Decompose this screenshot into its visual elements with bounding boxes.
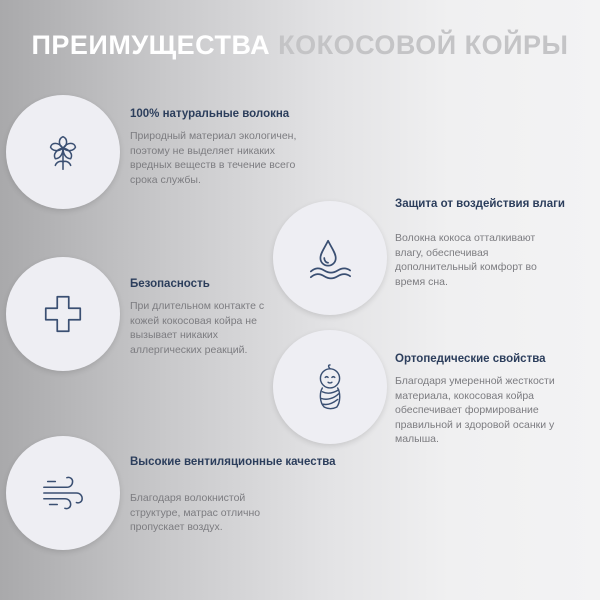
feature-title-orthopedic: Ортопедические свойства <box>395 353 546 365</box>
feature-circle-ventilation <box>6 436 120 550</box>
feature-title-safety: Безопасность <box>130 278 210 290</box>
feature-text-orthopedic: Благодаря умеренной жесткости материала, кокосовая койра обеспечивает формирование правильной и здоровой осанки у малыша. <box>395 375 555 445</box>
feature-circle-safety <box>6 257 120 371</box>
wind-icon <box>40 470 86 516</box>
feature-text-moisture: Волокна кокоса отталкивают влагу, обеспечивая дополнительный комфорт во время сна. <box>395 232 537 288</box>
feature-text-ventilation: Благодаря волокнистой структуре, матрас отлично пропускает воздух. <box>130 492 261 533</box>
cotton-icon <box>40 129 86 175</box>
title-part-2: КОКОСОВОЙ КОЙРЫ <box>278 30 569 60</box>
title-part-1: ПРЕИМУЩЕСТВА <box>31 30 271 60</box>
water-drop-icon <box>307 235 353 281</box>
page-title <box>0 30 600 61</box>
feature-circle-orthopedic <box>273 330 387 444</box>
cross-icon <box>40 291 86 337</box>
feature-text-natural: Природный материал экологичен, поэтому не выделяет никаких вредных веществ в течение всего срока службы. <box>130 130 297 186</box>
feature-circle-natural <box>6 95 120 209</box>
feature-title-moisture: Защита от воздействия влаги <box>395 198 565 210</box>
feature-circle-moisture <box>273 201 387 315</box>
feature-title-ventilation: Высокие вентиляционные качества <box>130 456 336 468</box>
feature-text-safety: При длительном контакте с кожей кокосовая койра не вызывает никаких аллергических реакций. <box>130 300 265 356</box>
feature-title-natural: 100% натуральные волокна <box>130 108 290 120</box>
baby-icon <box>307 364 353 410</box>
